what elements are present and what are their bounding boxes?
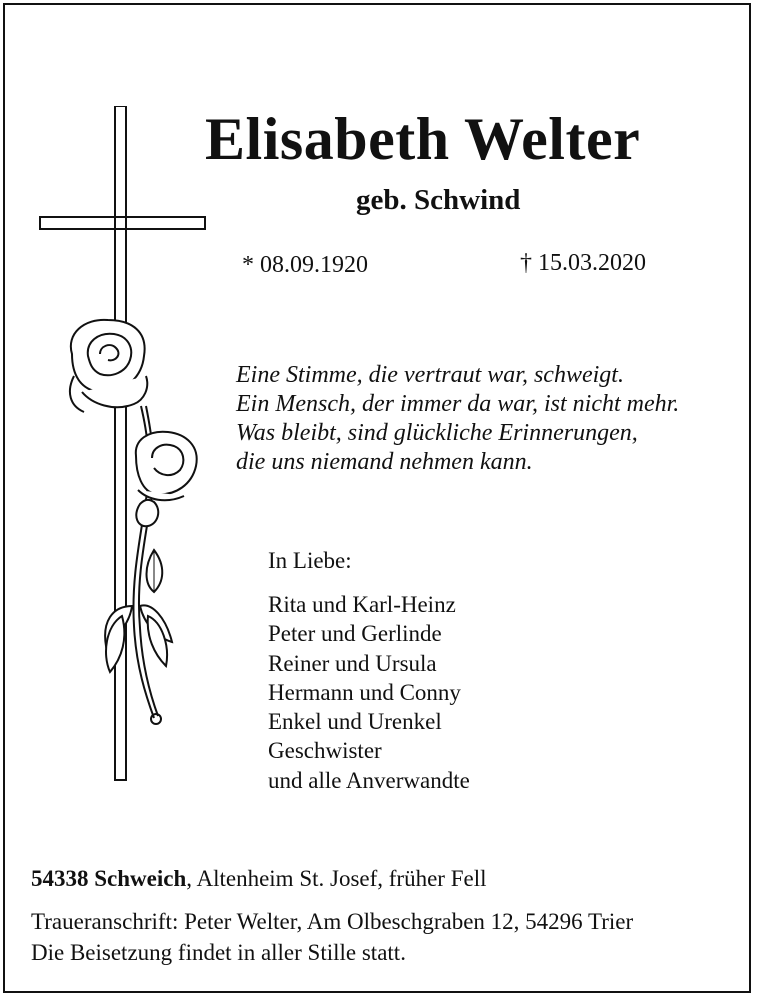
deceased-name: Elisabeth Welter [205,106,641,172]
mourners-list [268,590,470,795]
poem-line: die uns niemand nehmen kann. [236,449,533,475]
residence-place: 54338 Schweich [31,866,187,891]
residence-detail: , Altenheim St. Josef, früher Fell [186,866,487,891]
residence-line [31,864,487,894]
mourners-heading: In Liebe: [268,548,352,573]
mourning-address: Traueranschrift: Peter Welter, Am Olbeschgraben 12, 54296 Trier [31,909,634,934]
poem-line: Was bleibt, sind glückliche Erinnerungen, [236,420,638,446]
mourner-name: Hermann und Conny [268,679,461,705]
poem-line: Eine Stimme, die vertraut war, schweigt. [236,362,624,388]
death-date: † 15.03.2020 [520,250,646,276]
mourner-name: Reiner und Ursula [268,650,437,676]
burial-note: Die Beisetzung findet in aller Stille statt. [31,940,406,965]
mourner-name: Peter und Gerlinde [268,621,442,647]
cross-with-roses-icon [36,106,212,786]
maiden-name: geb. Schwind [356,184,521,216]
mourner-name: und alle Anverwandte [268,767,470,793]
mourner-name: Enkel und Urenkel [268,709,442,735]
poem [236,361,679,477]
mourner-name: Geschwister [268,738,382,764]
mourner-name: Rita und Karl-Heinz [268,592,456,617]
poem-line: Ein Mensch, der immer da war, ist nicht mehr. [236,391,680,417]
birth-date: * 08.09.1920 [242,252,368,278]
